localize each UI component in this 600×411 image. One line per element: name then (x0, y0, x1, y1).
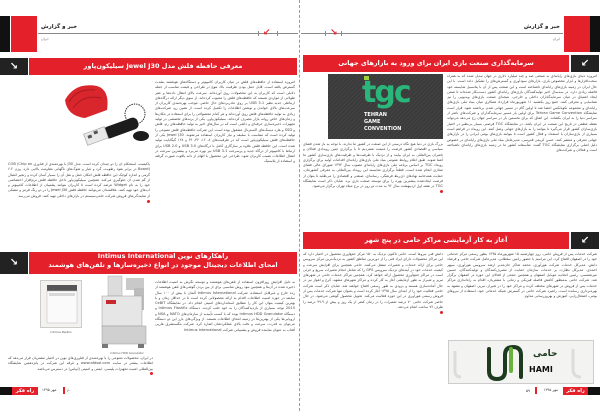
end-mark-icon (440, 311, 443, 314)
left-page (0, 0, 299, 411)
tgc-logo-text: tgc (362, 75, 410, 110)
article-column (447, 252, 597, 340)
arrow-icon: ↙ (571, 232, 599, 249)
page-number: ۵۹ (526, 388, 531, 393)
end-mark-icon (440, 190, 443, 193)
granulator-image (98, 272, 156, 350)
end-mark-icon (150, 372, 153, 375)
article-text: شرکت خدمات پس از فروش حامی، روز چهارشنبه ۱۵ شهریورماه ۱۳۹۵ بطور رسمی مرکز خدماتی خود را در اصفهان افتتاح کرد. این مراسم با حضور رامین سلطانی، مدیرعامل شرکت حامی و فرشاد دانش، مدیرکل خدمات شرکت هورآوری، محمد شاکر جان‌مدیر ارشد سرویس هورآوری، سپهر احمدی، مدیرکل نظارت بر خدمات سازمان حمایت از مصرف‌کنندگان و تولیدکنندگان، حسین میرشمسی، رئیس اتحادیه موبایل اصفهان و همچنین جمعی از فعالان این حوزه در اصفهان برگزار شد. شرکت حامی به‌منظور کاهش فاصله فیزیکی و زمانی با مشتریان، اقدام به راه‌اندازی مراکز خدمات پس از فروش در شهرهای مختلف کرده و مراکز خود را در شیراز، تبریز، اصفهان و مشهد به بهره‌برداری رسانده است. راهبرد شرکت حامی در گسترش شبکه خدماتی خود، استفاده از نیروهای بومی، اشتغال‌زایی، آموزش و بهروزرسانی مداوم (447, 252, 597, 299)
hami-logo-image (448, 340, 594, 384)
flash-drive-image (55, 80, 155, 160)
hami-logo-latin: HAMI (529, 365, 553, 374)
article-text: امروزه استفاده از حافظه‌های فلش در میان کاربران کامپیوتر و دستگاه‌های هوشمند بشدت گسترش یافته است. قابل حمل بودن ظرفیت بالا، تنوع در طراحی و قیمت مناسب از جمله دلایلی است که کاربران به این محصولات روی آورده‌اند. سرعت بالای انتقال داده‌ها و عمر طولانی از مواردی هستند که حافظه‌های فلش را محبوب کرده‌اند. از سوی دیگر ارائه درگاه‌های ارتباطی جدید نظیر USB 3.1 بر روی مادربردهای حال حاضر، موجب بهره‌مندی کاربران از سرعت‌های بالای خواندن و نوشتن اطلاعات را تکمیل کرده است. از همین رو، شرکت‌های زیادی به تولید حافظه‌های فلش روی آورده‌اند و هر کدام محصولاتی را برای استفاده در مکان‌ها و زمان‌های خاص روانه بازار مصرف کرده‌اند. سیلیکون‌پاور، یکی از برندهای تخصصی در تولید تجهیزات ذخیره‌سازی حرفه‌ای و دائمی است که در سال‌های اخیر به تولید حافظه‌های رم، فلش و SSD و هارد دیسک‌های اکسترنال مشغول بوده است. این شرکت حافظه‌های فلش متنوعی را تولید کرده است که متناسب با سلیقه و نیاز کاربران استفاده می‌شوند. Jewel J30 یکی از حافظه‌های فلش سیلیکون‌پاور است که در ظرفیت‌های ۸، ۱۶، ۳۲، ۶۴ و ۱۲۸ گیگابایت تولید شده است. این حافظه فلش علاوه بر سازگاری کامل با درگاه‌های USB 3.0 و USB 2.0 برای ارتباط با کامپیوتر از درگاه جدید و پرسرعت USB 3.1 نیز بهره می‌برد و بیشترین سرعت در انتقال اطلاعات نصیب کاربران شود. طراحی این محصول با الهام از دانه یاقوت صورت گرفته و استفاده از پلاستیک (155, 80, 295, 164)
article-column (8, 162, 150, 248)
header-rule-tick (341, 31, 342, 36)
article-text: امروزه دنیای بازی‌های رایانه‌ای به صنعتی صد و چند میلیارد دلاری در جهان تبدیل شده که به همراه سخت‌افزارها و ابزار مخصوص بازی، بازارهای سودآوری و گسترش‌های را تشکیل داده است. با این حال ایران در زمینه بازی‌های رایانه‌ای تا‌شناخته است و این صنعت پس از آن با پتانسیل شایسته خود فاصله زیادی دارد. در سه‌سال اخیر تولیدکنندگان بازی‌های رایانه‌ای کشور دست‌بکار شده‌اند تا ضمن ایجاد اشتیاق در میان سرمایه‌گذاران داخلی و خارجی، نتیجه‌ای صنعت بازی‌های ویدیویی را نیز شناسایی و معرفی کنند. جمع روز یکشنبه ۱۱ شهریورماه قرارداد همکاری میان بنیاد ملی بازی‌های رایانه‌ای و مجموعه نکوبانکس اعضا شد تا اولین گام در مسیر جهانی شدن برداشته شود. قرار است نمایشگاه Tehran Game Convention برای اولین بار مسیر سرمایه‌گذاران و شرکت‌های ناشر از سراسر دنیا را به ایران بکشاند. این اتفاق که برای نخستین بار در سراسر جهان رخ می‌دهد می‌تواند نقطه عطفی در تاریخ این صنعت در ایران باشد. در نمایشگاه TGC فرصتی بسیار بی‌نظیر در اختیار بازی‌سازان کشور قرار می‌گیرد تا بتوانند را به بازارهای جهانی وصل کنند. این رویداد در فراهم است بسیاری از بازی‌سازان با استعداد و فعال کشور است تا بتوانند بازی‌های بومی ایرانی را در بازارهای جهانی معرفی و منتشر کنند. حسن کریمی قدوسی، مدیرعامل بنیاد ملی بازی‌های رایانه‌ای در خصوص دلیل اصلی برگزاری نمایشگاه TGC گفت: متأسفانه کشور ما در زمینه بازی‌های رایانه‌ای ناشناخته است و فعالان و شرکت‌های (447, 74, 597, 153)
footer-black-block (587, 387, 600, 395)
section-title: خبر و گزارش (41, 24, 78, 30)
logo-caption-line: CONVENTION (364, 126, 402, 132)
page-fold (299, 0, 300, 411)
article-column (8, 356, 153, 384)
article-text: به دلیل افزایش روزافزون استفاده از تلفن‌های هوشمند و توسعه نگرش به امنیت اطلاعات ذخیره شده در آن‌ها و همچنین نبود روش مناسبی برای از بین بردن گوشی‌های تلفن هوشمند از رده خارج و غیرقابل استفاده، شرکت Intimus International آلمان با بیش از ۱۰۰ سال سابقه در حوزه امنیت اطلاعات اقدام به ارائه محصولاتی کرده است تا در حداقل زمان و با بهترین کیفیت بتوان این کار را مطابق استانداردهای امنیتی انجام داد. در نمایشگاه CeBIT 2015 توجه بسیاری از بازدیدکنندگان را به خود جلب کردند. دستگاه Intimus FlashEx و دستگاه Intimus HDD Granulator بوده که با کسب تأییدیه از سازمان‌های NATO و NSA و اروپایی‌ها یکی از بهترین‌ها در زمینه امحای اطلاعات هستند. از ویژگی‌های بارز این دو دستگاه می‌توان به قدرت، سرعت و دقت بالای عملکردشان اشاره کرد. شرکت مگستشرق هارپی آفتاب به عنوان نماینده فروش و پشتیبانی شرکت Intimus International (155, 280, 295, 332)
right-page (301, 0, 600, 411)
header-red-block (564, 16, 590, 52)
article-column (155, 80, 295, 250)
article-title: سرمایه‌گذاری صنعت بازی ایران برای ورود به بازارهای جهانی (338, 59, 534, 67)
arrow-icon: ↘ (330, 28, 338, 38)
tgc-logo-image (328, 74, 443, 139)
tgc-logo-caption (364, 112, 401, 133)
header-red-block (11, 16, 37, 52)
image-caption: Intimus HDD Granulator (110, 351, 144, 355)
footer-separator (63, 387, 65, 394)
article-column (155, 280, 295, 380)
footer-separator (535, 387, 537, 394)
header-black-block (0, 16, 10, 52)
article-text: دانش فنی نیروها است. حامی تاکنون نزدیک به ۱۵۰ مرکز جمع‌آوری محصول در اختیار دارد که این مراکز محصولات دارای ایراد فنی را از دورترین مناطق کشور به نزدیک‌ترین مرکز سرویس حامی برای ارائه خدمات و تعمیرات منتقل می‌کنند. حامی همچنین برای افزایش سرعت و کیفیت خدمات خود در آیندهای نزدیک سرویس GPS را که شامل انجام تعمیرات سریع و جزئی است در مراکز جمع‌آوری محصول ارائه خواهد کرد. همچنین مراکز خدمات حامی در شهرهای تبریز و شیراز به طور آزمایشی آغاز به کار کرده و مراکز شهرهای مشهد، کرج و اهواز نیز در حال آماده‌سازی هستند و بزودی به طور رسمی افتتاح خواهند شد. شایان ذکر است شرکت حامی فعالیت خود را از ابتدای سال ۱۳۹۵ آغاز کرده است و بعنوان تنها شرکت خدمات پس از فروش رسمی هورآوری در این حوزه فعالیت می‌کند. تحویل محصول گوشی می‌شود. در حال حاضر شرکت حامی ۷۰ درصد تعمیرات را در زمان کمتر از یک روز و بیش از ۹۹.۹ درصد را ظرف ۷۲ ساعت انجام می‌دهد. (303, 252, 443, 309)
article-text: باکیفیت، استحکام آن را دو چندان کرده است. مدل J30 با بهره‌مندی از فناوری COB (Chip on Board) در برابر نفوذ رطوبت، گرد و غبار و شوک‌های ناگهانی مقاومت بالایی دارد. وزن ۶.۲ گرمی و اندازه کوچک این حافظه فلش امکان حمل و نقل آن را بسیار آسان کرده و زنجیر اتصال از گم شدن آن جلوگیری می‌کند. همچنین سیلیکون‌پاور داخل حافظه فلش نرم‌افزار اختصاصی خود را به نام Widget عرضه کرده است تا کاربران بتوانند پشتیبان از اطلاعات کامپیوتر و اپ‌های خود تهیه کنند. علاقمندان می‌توانند حافظه فلش Jewel J30 را در دو رنگ قرمز و مشکی از نمایندگی‌های فروش شرکت حامی‌سیستم در بازارهای داخلی تهیه کنند. فروش می‌رسد (8, 162, 150, 198)
hami-logo-word: حامی (533, 349, 558, 359)
arrow-icon: ↘ (0, 252, 28, 274)
arrow-icon: ↙ (263, 28, 271, 38)
logo-caption-line: TEHRAN (364, 112, 387, 118)
article-text: بزرگ بازی در دنیا هیچ نگاه درستی از این صنعت در کشور ما ندارند. با توجه به باز شدن فضای سیاسی و اقتصادی کشور فرصت را غنیمت شمردیم تا با برگزاری چنین رویدادی فعالان و ناشران بین‌المللی به ایران بیایند و از نزدیک با ظرفیت‌ها و ظرفیت‌های بازی‌سازی کشور ما آشنا شوند. طبق اعلام روابط عمومی بنیاد ملی بازی‌های رایانه‌ای اقدامات اولیه برای برگزاری رویداد TGC بر اساس برنامه ملی بازی‌های رایانه‌ای مصوب سال ۱۳۹۴ شورای عالی فضای مجازی انجام شده است. قطعاً برگزاری شایسته این رویداد بین‌المللی به معرفی کشورمان، حمایت همه‌جانبه نهادهای ذی‌ربط فرهنگی، رسانه‌ای، صنعتی و اقتصادی را می‌طلبد تا بتوان از فرصت ایجادشده بیشترین بهره را برای توسعه صنعت بازی برد. شایان ذکر است نمایشگاه TGC در هفته اول اردیبهشت سال ۹۶ به مدت دو روز در برج میلاد تهران برگزار می‌شود. (303, 142, 443, 189)
header-rule (38, 33, 298, 34)
article-text: در ایران، محصولات متنوعی را با بهره‌مندی از فناوری‌های نوین در اختیار مشتریان قرار می‌دهد که اطلاعات بیشتر در سایت www.afdsol.com و غرفه این شرکت در پانزدهمین نمایشگاه بین‌المللی امنیت تجهیزات پلیسی، ایمنی و امنیتی (ایپاس) در دسترس می‌باشد. (8, 356, 153, 371)
header-rule-tick (277, 31, 278, 36)
arrow-icon: ↙ (571, 55, 599, 72)
article-column (303, 142, 443, 236)
article-title: معرفی حافظه فلش مدل Jewel J30 سیلیکون‌پاور (83, 62, 243, 70)
page-number: ۶۰ (67, 388, 72, 393)
footer-black-block (0, 387, 12, 395)
footer-brand: راه فکر (12, 387, 38, 395)
header-black-block (590, 16, 600, 52)
section-subtitle: ایران (552, 37, 560, 41)
logo-caption-line: GAME (364, 119, 381, 125)
image-caption: Intimus Papillio (50, 330, 72, 334)
arrow-icon: ↘ (0, 58, 28, 75)
header-rule-tick (325, 31, 326, 36)
article-column (447, 74, 597, 236)
article-title-line-2: امحای اطلاعات دیجیتال موجود در انواع ذخیره‌سازها و تلفن‌های هوشمند (48, 261, 278, 269)
section-subtitle: ایران (41, 37, 49, 41)
footer-date: مهر ۱۳۹۵ (42, 388, 57, 392)
article-title: آغاز به کار آزمایشی مراکز حامی در پنج شهر (364, 236, 508, 244)
header-rule-tick (258, 31, 259, 36)
footer-date: مهر ۱۳۹۵ (543, 388, 558, 392)
article-title-line-1: راهکارهای نوین Intimus International (97, 252, 229, 260)
shredder-image (40, 280, 82, 328)
footer-brand: راه فکر (563, 387, 588, 395)
end-mark-icon (147, 200, 150, 203)
article-column (303, 252, 443, 382)
section-title: خبر و گزارش (523, 24, 560, 30)
